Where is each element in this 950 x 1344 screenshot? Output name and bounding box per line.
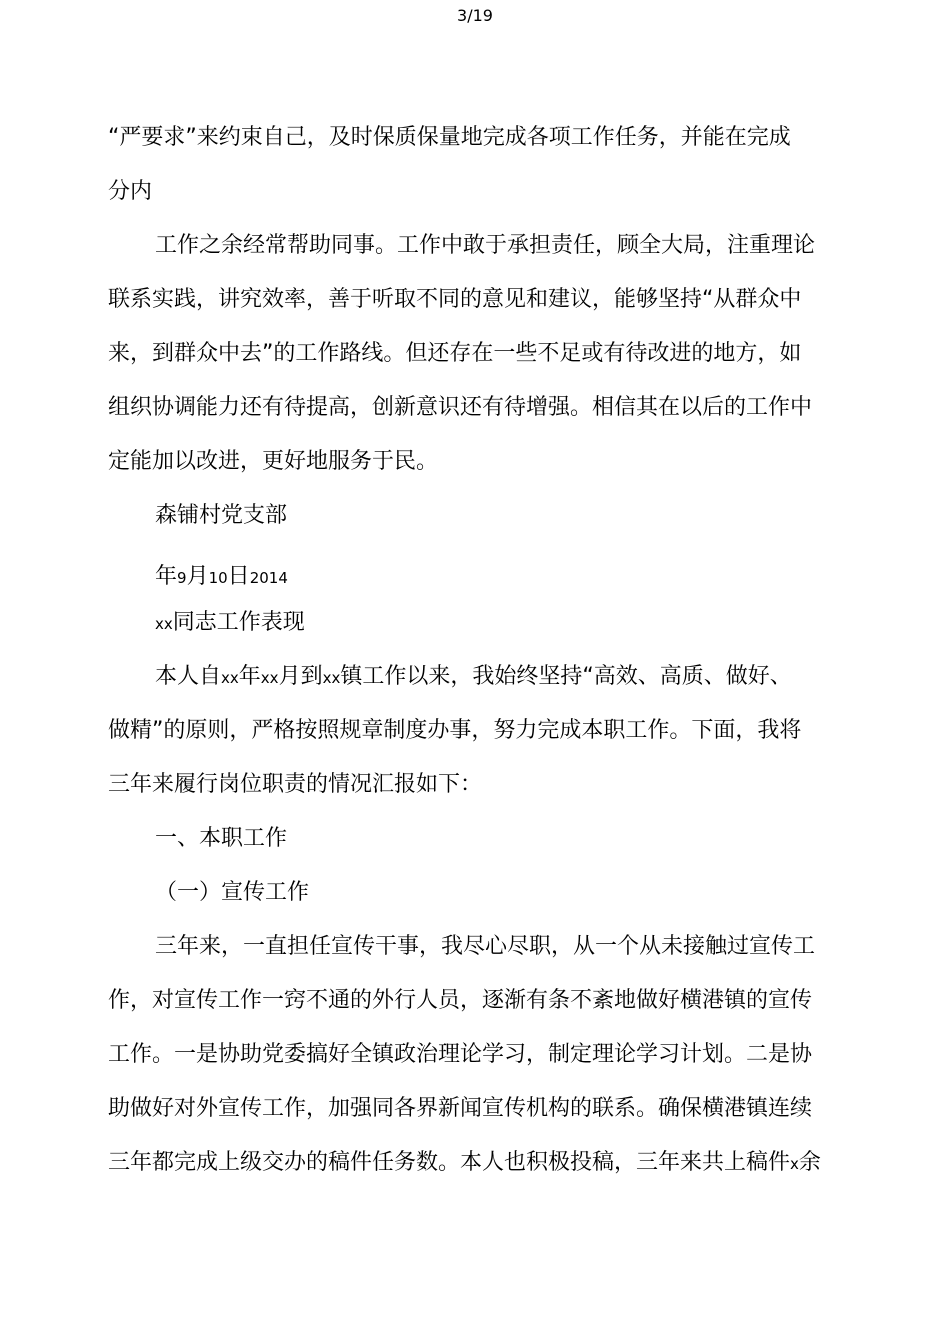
title-text: 同志工作表现 bbox=[172, 610, 305, 635]
title-xx: xx bbox=[155, 615, 173, 633]
last-part: 余 bbox=[798, 1150, 821, 1175]
date-ri: 日 bbox=[227, 564, 250, 589]
text-line: 三年来履行岗位职责的情况汇报如下： bbox=[108, 772, 483, 797]
date-year: 2014 bbox=[249, 569, 288, 587]
text-line: 定能加以改进，更好地服务于民。 bbox=[108, 449, 439, 474]
text-line: 来，到群众中去”的工作路线。但还存在一些不足或有待改进的地方，如 bbox=[108, 341, 802, 366]
page-number: 3/19 bbox=[457, 6, 493, 25]
last-part: 三年都完成上级交办的稿件任务数。本人也积极投稿，三年来共上稿件 bbox=[108, 1150, 791, 1175]
subheading-line: （一）宣传工作 bbox=[155, 880, 310, 905]
intro-xx: xx bbox=[260, 669, 279, 687]
section-title bbox=[155, 608, 305, 639]
text-line: 三年来，一直担任宣传干事，我尽心尽职，从一个从未接触过宣传工 bbox=[155, 934, 816, 959]
signature-line: 森铺村党支部 bbox=[155, 503, 288, 528]
text-line: 分内 bbox=[108, 179, 153, 204]
text-line: 工作。一是协助党委搞好全镇政治理论学习，制定理论学习计划。二是协 bbox=[108, 1042, 813, 1067]
intro-part: 镇工作以来，我始终坚持“高效、高质、做好、 bbox=[340, 664, 792, 689]
text-line: 组织协调能力还有待提高，创新意识还有待增强。相信其在以后的工作中 bbox=[108, 395, 813, 420]
text-line: “严要求”来约束自己，及时保质保量地完成各项工作任务，并能在完成 bbox=[108, 125, 791, 150]
text-line: 作，对宣传工作一窍不通的外行人员，逐渐有条不紊地做好横港镇的宣传 bbox=[108, 988, 813, 1013]
date-line bbox=[155, 562, 288, 593]
text-line: 做精”的原则，严格按照规章制度办事，努力完成本职工作。下面，我将 bbox=[108, 718, 802, 743]
date-month: 9 bbox=[177, 569, 187, 587]
heading-line: 一、本职工作 bbox=[155, 826, 288, 851]
intro-part: 月到 bbox=[278, 664, 323, 689]
text-line: 工作之余经常帮助同事。工作中敢于承担责任，顾全大局，注重理论 bbox=[155, 233, 816, 258]
date-yue: 月 bbox=[186, 564, 209, 589]
last-x: x bbox=[790, 1155, 799, 1173]
date-day: 10 bbox=[208, 569, 228, 587]
date-nian: 年 bbox=[155, 564, 178, 589]
intro-xx: xx bbox=[322, 669, 341, 687]
intro-line bbox=[155, 662, 792, 693]
last-line bbox=[108, 1148, 821, 1179]
text-line: 助做好对外宣传工作，加强同各界新闻宣传机构的联系。确保横港镇连续 bbox=[108, 1096, 813, 1121]
intro-xx: xx bbox=[221, 669, 239, 687]
intro-part: 本人自 bbox=[155, 664, 222, 689]
intro-part: 年 bbox=[238, 664, 261, 689]
text-line: 联系实践，讲究效率，善于听取不同的意见和建议，能够坚持“从群众中 bbox=[108, 287, 802, 312]
